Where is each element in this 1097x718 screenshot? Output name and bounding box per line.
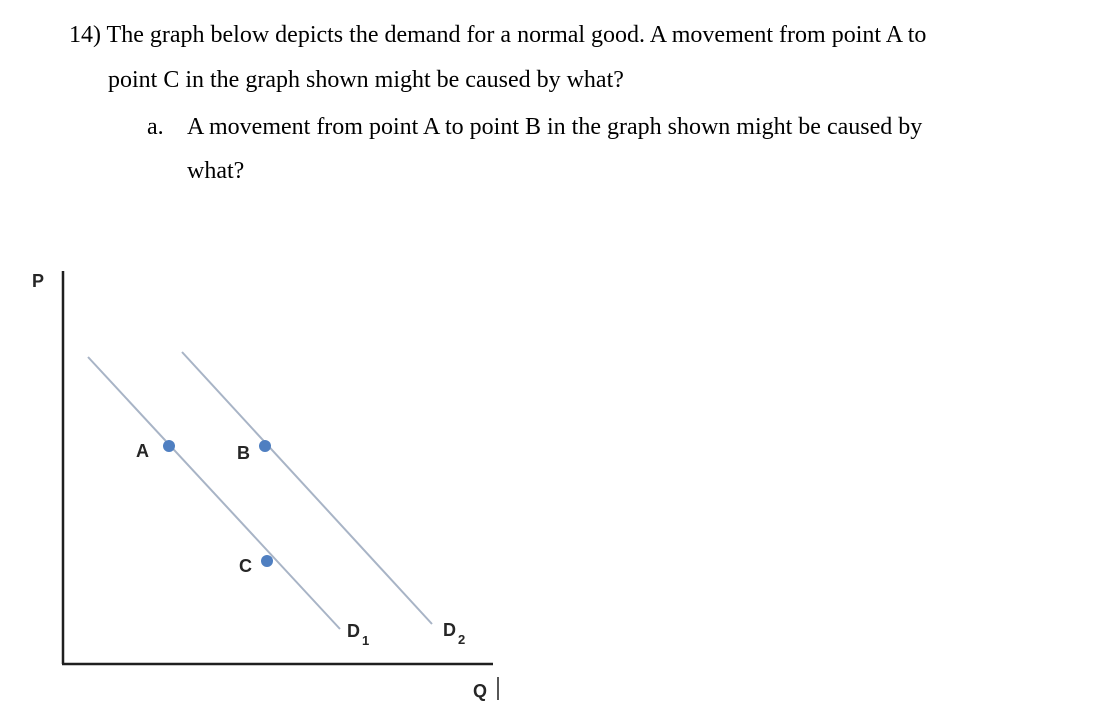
question-line-2: point C in the graph shown might be caused by what?	[108, 67, 624, 93]
subquestion-line-1: A movement from point A to point B in the graph shown might be caused by	[187, 114, 923, 140]
point-c	[261, 555, 273, 567]
curve-label-d2-subscript: 2	[458, 632, 466, 647]
curve-label-d2	[443, 620, 465, 647]
point-b-label: B	[237, 443, 250, 463]
subquestion-line-2: what?	[187, 158, 245, 184]
subquestion-marker: a.	[147, 114, 164, 140]
demand-curve-d1	[88, 357, 340, 629]
curve-label-d1	[347, 621, 369, 648]
point-a-label: A	[136, 441, 149, 461]
curve-label-d1-subscript: 1	[362, 633, 370, 648]
curve-label-d1-letter: D	[347, 621, 360, 641]
point-a	[163, 440, 175, 452]
x-axis-label: Q	[473, 681, 488, 701]
point-b	[259, 440, 271, 452]
curve-label-d2-letter: D	[443, 620, 456, 640]
y-axis-label: P	[32, 271, 45, 291]
point-c-label: C	[239, 556, 252, 576]
question-line-1: 14) The graph below depicts the demand for a normal good. A movement from point A to	[69, 22, 927, 48]
demand-curve-d2	[182, 352, 432, 624]
